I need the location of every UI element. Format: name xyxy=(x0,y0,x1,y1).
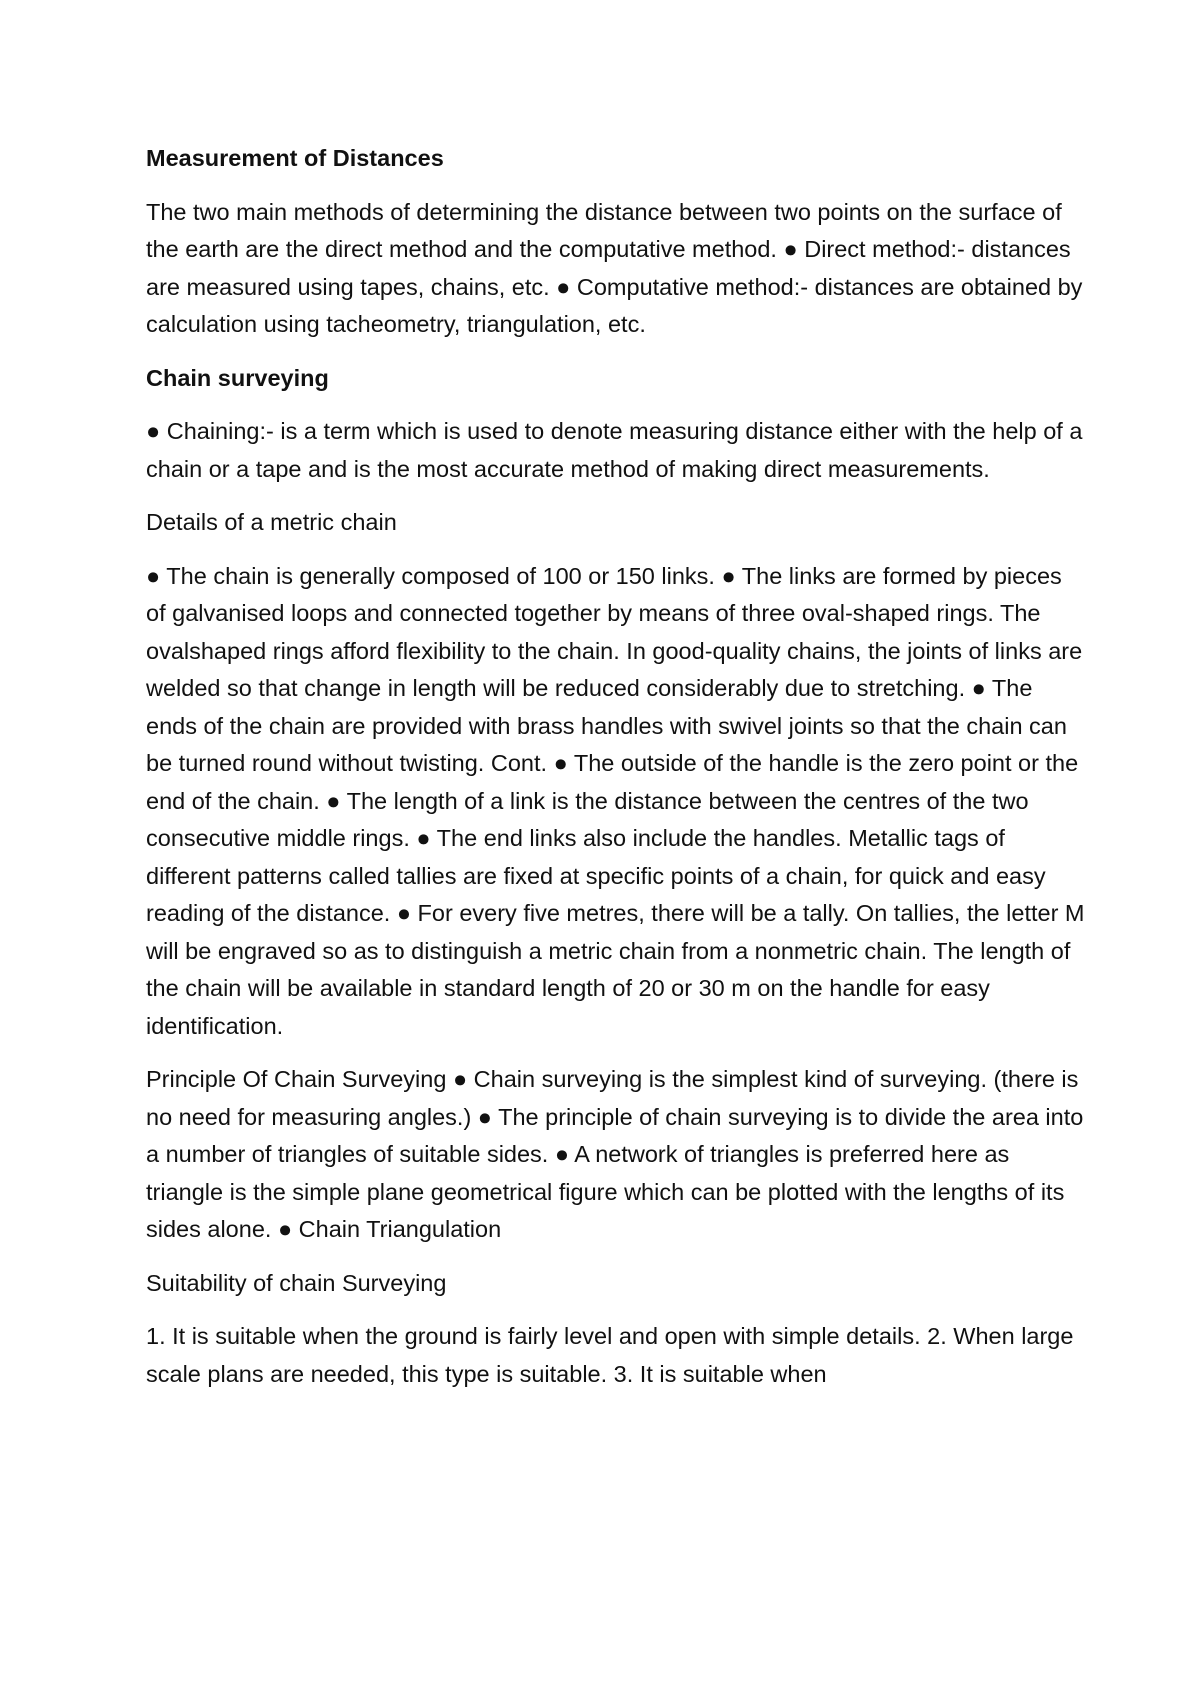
chaining-paragraph: ● Chaining:- is a term which is used to denote measuring distance either with the help of a chain or a tape and is the most accurate method of making direct measurements. xyxy=(146,418,1083,482)
document-body xyxy=(146,140,1086,1409)
principle-paragraph: Principle Of Chain Surveying ● Chain surveying is the simplest kind of surveying. (there is no need for measuring angles.) ● The principle of chain surveying is to divide the area into a number of triangles of suitable sides. ● A network of triangles is preferred here as triangle is the simple plane geometrical figure which can be plotted with the lengths of its sides alone. ● Chain Triangulation xyxy=(146,1066,1084,1242)
intro-paragraph: The two main methods of determining the distance between two points on the surface of the earth are the direct method and the computative method. ● Direct method:- distances are measured using tapes, chains, etc. ● Computative method:- distances are obtained by calculation using tacheometry, triangulation, etc. xyxy=(146,198,1083,337)
suitability-heading: Suitability of chain Surveying xyxy=(146,1269,447,1296)
chain-surveying-heading: Chain surveying xyxy=(146,364,329,391)
suitability-paragraph: 1. It is suitable when the ground is fairly level and open with simple details. 2. When large scale plans are needed, this type is suitable. 3. It is suitable when xyxy=(146,1323,1074,1387)
metric-chain-paragraph: ● The chain is generally composed of 100 or 150 links. ● The links are formed by pieces of galvanised loops and connected together by means of three oval-shaped rings. The ovalshaped rings afford flexibility to the chain. In good-quality chains, the joints of links are welded so that change in length will be reduced considerably due to stretching. ● The ends of the chain are provided with brass handles with swivel joints so that the chain can be turned round without twisting. Cont. ● The outside of the handle is the zero point or the end of the chain. ● The length of a link is the distance between the centres of the two consecutive middle rings. ● The end links also include the handles. Metallic tags of different patterns called tallies are fixed at specific points of a chain, for quick and easy reading of the distance. ● For every five metres, there will be a tally. On tallies, the letter M will be engraved so as to distinguish a metric chain from a nonmetric chain. The length of the chain will be available in standard length of 20 or 30 m on the handle for easy identification. xyxy=(146,562,1085,1039)
page-title: Measurement of Distances xyxy=(146,145,444,171)
metric-chain-heading: Details of a metric chain xyxy=(146,509,397,535)
